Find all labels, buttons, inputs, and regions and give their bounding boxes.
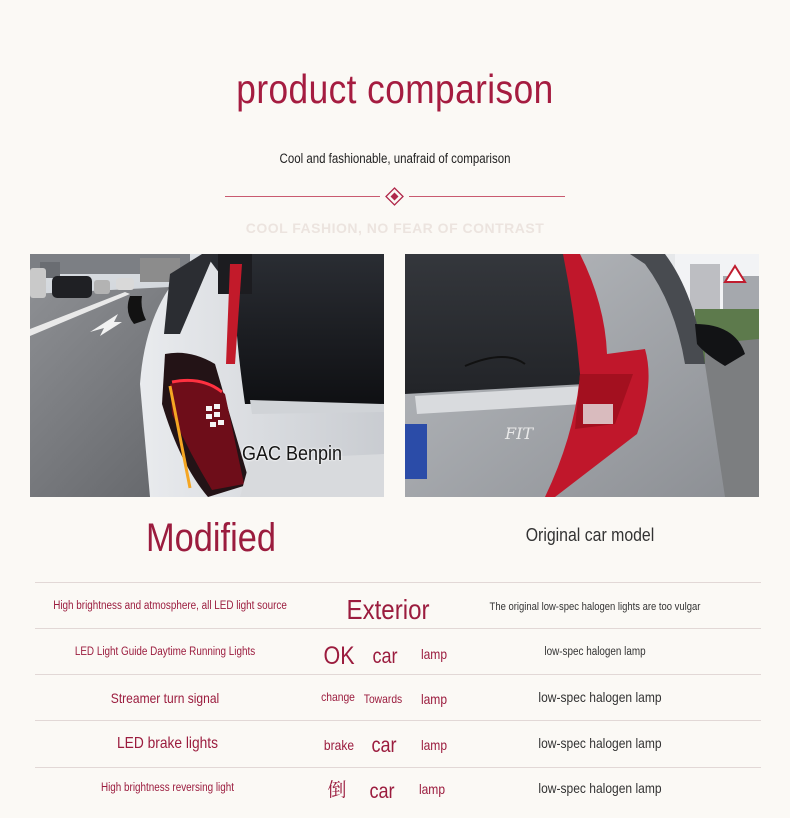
category-word: lamp bbox=[420, 691, 448, 707]
original-label: Original car model bbox=[525, 525, 655, 545]
category-word: Exterior bbox=[346, 594, 430, 625]
row-divider bbox=[35, 767, 761, 768]
category-word: Towards bbox=[363, 692, 403, 706]
page-subtitle: Cool and fashionable, unafraid of comparison bbox=[279, 151, 511, 166]
diamond-icon bbox=[385, 187, 404, 206]
category-word: change bbox=[321, 690, 355, 704]
original-feature: The original low-spec halogen lights are too vulgar bbox=[489, 601, 701, 613]
svg-text:FIT: FIT bbox=[505, 424, 534, 443]
photo-caption: GAC Benpin bbox=[242, 443, 343, 465]
row-divider bbox=[35, 674, 761, 675]
category-word: brake bbox=[323, 737, 355, 753]
watermark-text: COOL FASHION, NO FEAR OF CONTRAST bbox=[245, 220, 545, 236]
category-word: car bbox=[371, 734, 397, 757]
modified-feature: LED Light Guide Daytime Running Lights bbox=[74, 646, 256, 658]
page-title: product comparison bbox=[236, 66, 554, 112]
modified-feature: High brightness and atmosphere, all LED light source bbox=[53, 600, 287, 612]
original-feature: low-spec halogen lamp bbox=[538, 689, 662, 705]
category-word: lamp bbox=[420, 737, 448, 753]
row-divider bbox=[35, 582, 761, 583]
divider-line-right bbox=[409, 196, 565, 197]
divider-line-left bbox=[225, 196, 380, 197]
category-word: car bbox=[372, 645, 398, 668]
row-divider bbox=[35, 720, 761, 721]
category-word: lamp bbox=[420, 646, 448, 662]
modified-feature: LED brake lights bbox=[117, 735, 218, 752]
category-word: 倒 bbox=[327, 779, 347, 801]
original-feature: low-spec halogen lamp bbox=[538, 735, 662, 751]
row-divider bbox=[35, 628, 761, 629]
category-word: car bbox=[369, 780, 395, 803]
original-feature: low-spec halogen lamp bbox=[544, 646, 646, 658]
modified-feature: Streamer turn signal bbox=[110, 690, 220, 706]
original-car-photo bbox=[405, 254, 759, 497]
modified-feature: High brightness reversing light bbox=[100, 782, 235, 794]
original-feature: low-spec halogen lamp bbox=[538, 780, 662, 796]
category-word: lamp bbox=[418, 781, 446, 797]
modified-label: Modified bbox=[145, 516, 277, 560]
category-word: OK bbox=[323, 642, 355, 670]
